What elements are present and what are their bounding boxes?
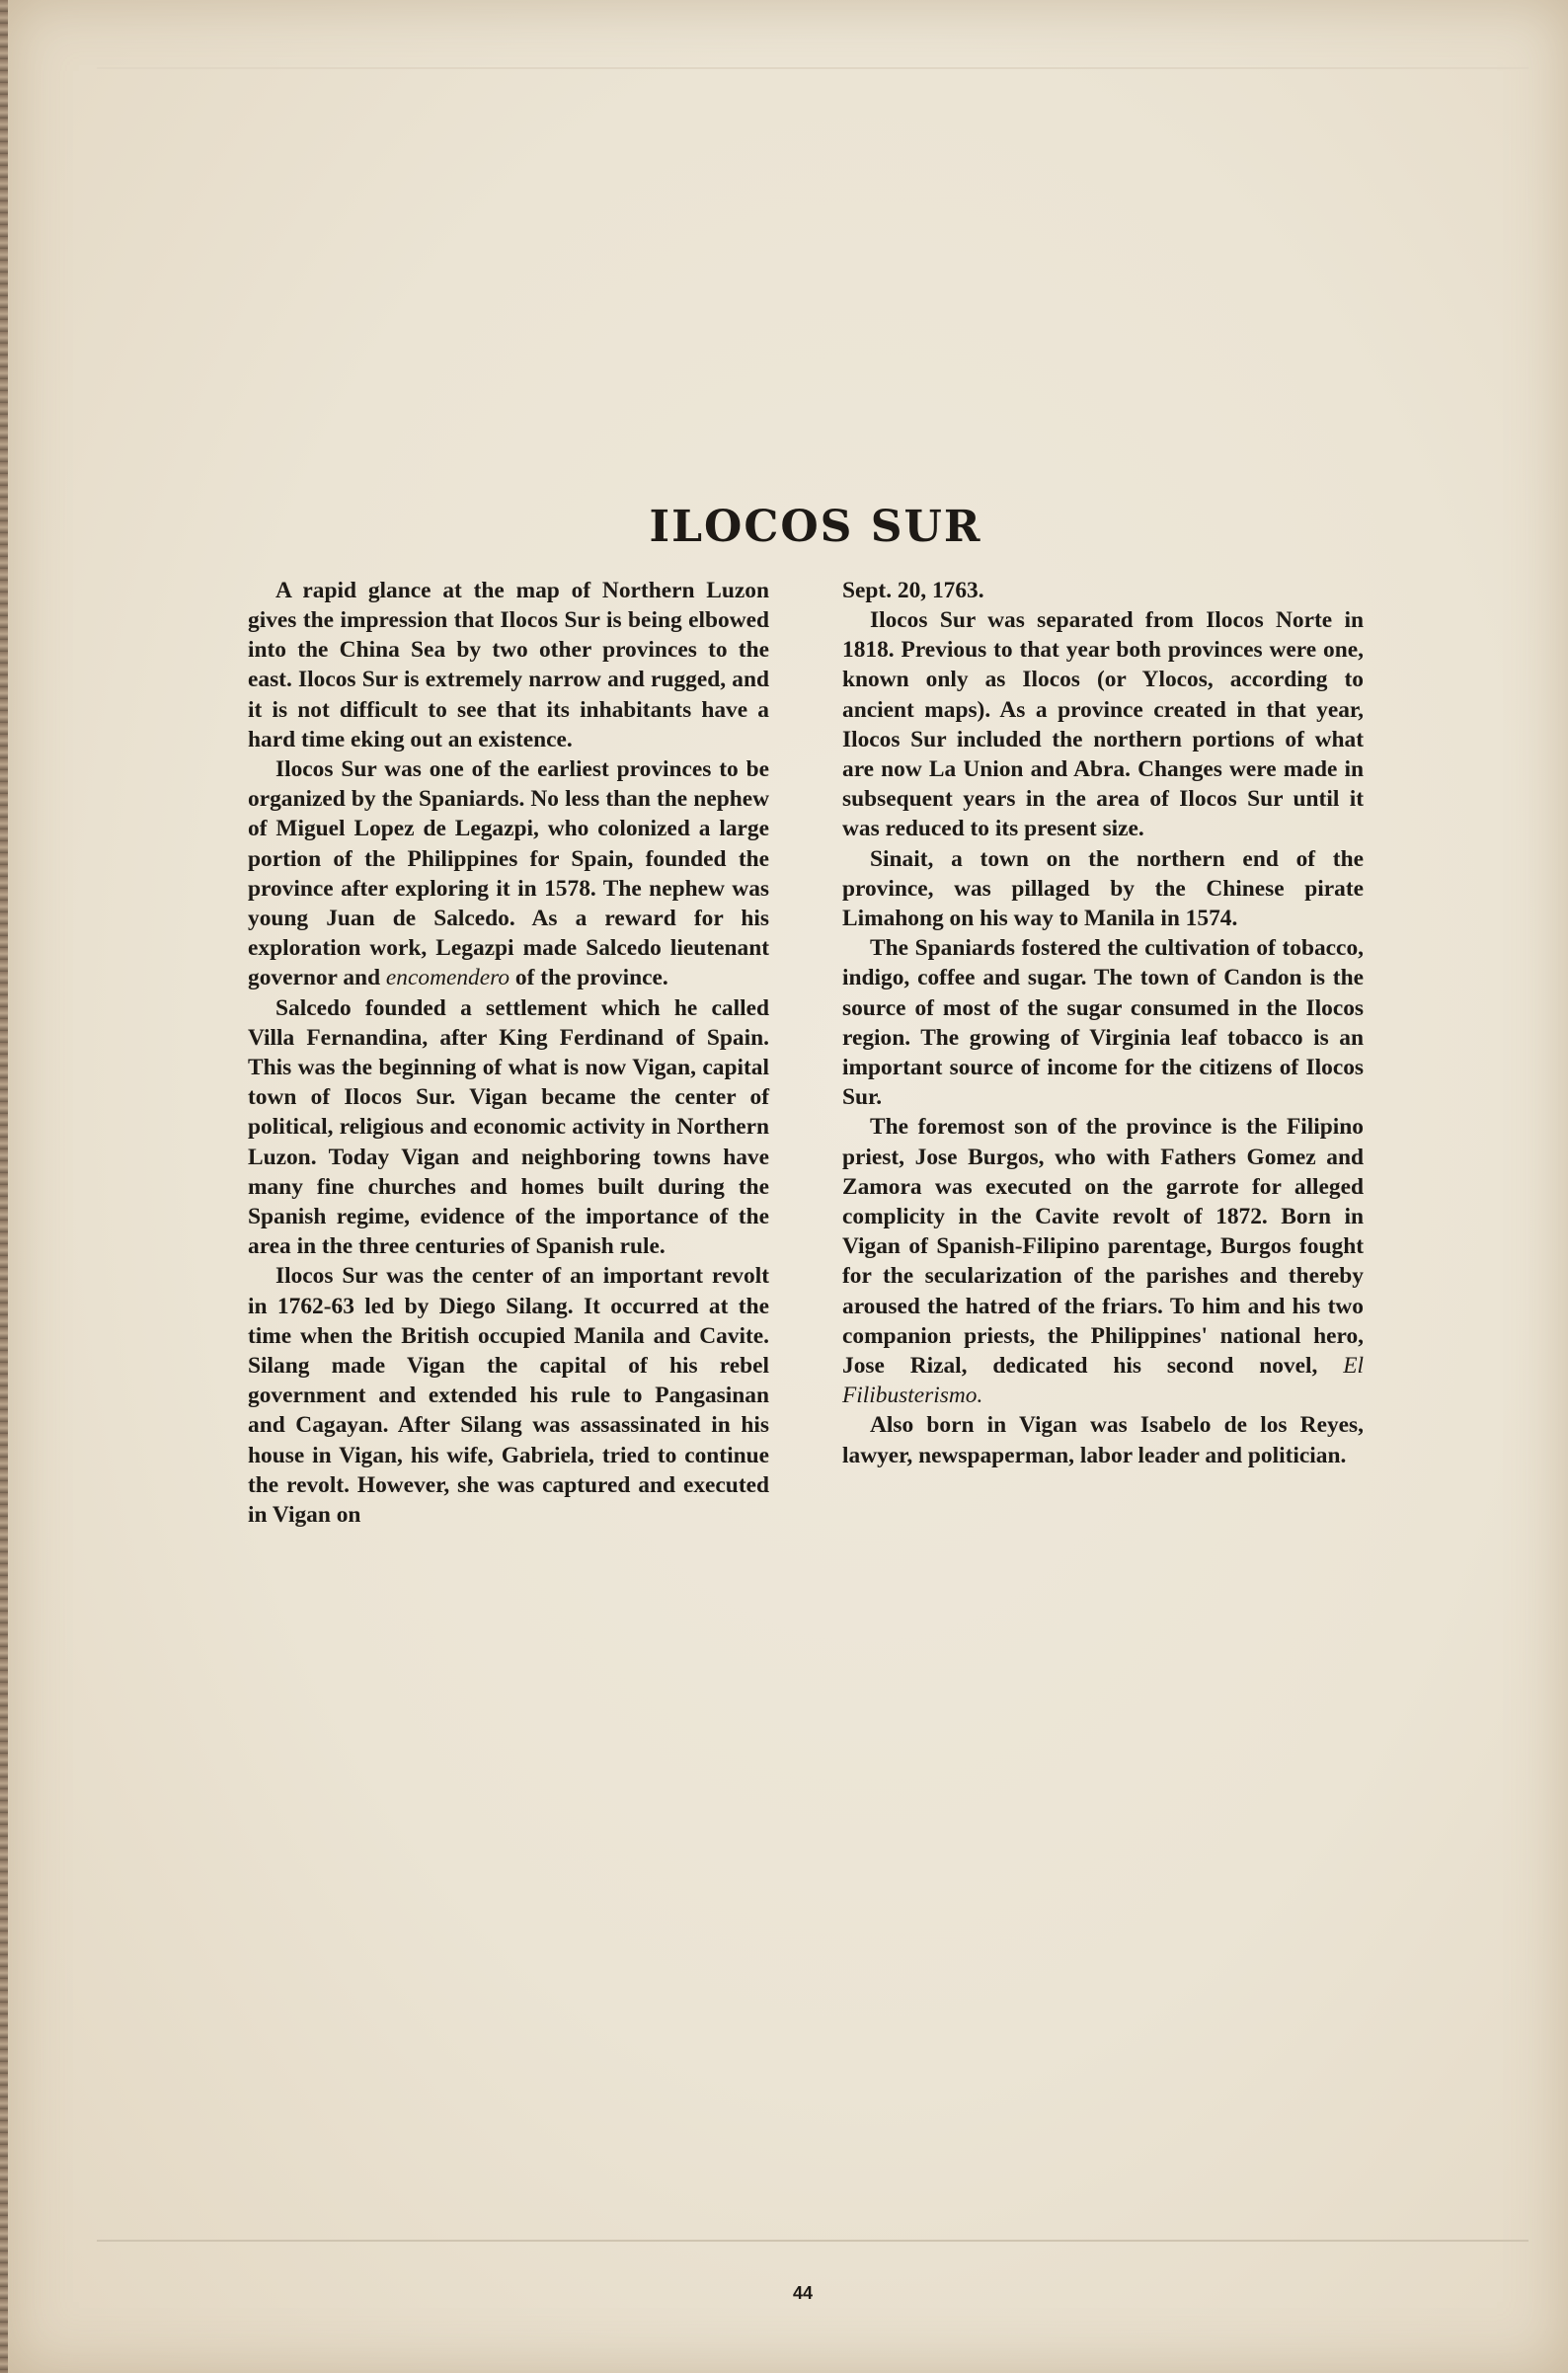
- article: [248, 502, 1364, 1530]
- paragraph-earliest-provinces: [248, 754, 769, 993]
- paragraph-cultivation: The Spaniards fostered the cultivation of tobacco, indigo, coffee and sugar. The town of Candon is the source of most of the sugar consumed in the Ilocos region. The growing of Virginia leaf tobacco is an important source of income for the citizens of Ilocos Sur.: [842, 935, 1364, 1111]
- paragraph-text: Ilocos Sur was one of the earliest provinces to be organized by the Spaniards. No less than the nephew of Miguel Lopez de Legazpi, who colonized a large portion of the Philippines for Spain, founded the province after exploring it in 1578. The nephew was young Juan de Salcedo. As a reward for his exploration work, Legazpi made Salcedo lieutenant governor and: [248, 756, 769, 991]
- paragraph-continuation-date: Sept. 20, 1763.: [842, 577, 984, 603]
- page-number: 44: [792, 2283, 814, 2303]
- italic-term-encomendero: encomendero: [385, 965, 510, 991]
- right-column: [842, 576, 1364, 1531]
- paragraph-separation-1818: Ilocos Sur was separated from Ilocos Norte in 1818. Previous to that year both provinces were one, known only as Ilocos (or Ylocos, according to ancient maps). As a province created in that year, Ilocos Sur included the northern portions of what are now La Union and Abra. Changes were made in subsequent years in the area of Ilocos Sur until it was reduced to its present size.: [842, 607, 1364, 842]
- page-frame-top-line: [97, 67, 1529, 69]
- left-column: [248, 576, 769, 1531]
- paragraph-text: The foremost son of the province is the Filipino priest, Jose Burgos, who with Fathers Gomez and Zamora was executed on the garrote for alleged complicity in the Cavite revolt of 1872. Born in Vigan of Spanish-Filipino parentage, Burgos fought for the secularization of the parishes and thereby aroused the hatred of the friars. To him and his two companion priests, the Philippines' national hero, Jose Rizal, dedicated his second novel,: [842, 1114, 1364, 1380]
- italic-title-el-filibusterismo: El Filibusterismo.: [842, 1353, 1364, 1409]
- paragraph-jose-burgos: [842, 1112, 1364, 1410]
- paragraph-sinait: Sinait, a town on the northern end of the province, was pillaged by the Chinese pirate Limahong on his way to Manila in 1574.: [842, 845, 1364, 932]
- paragraph-villa-fernandina: Salcedo founded a settlement which he called Villa Fernandina, after King Ferdinand of Spain. This was the beginning of what is now Vigan, capital town of Ilocos Sur. Vigan became the center of political, religious and economic activity in Northern Luzon. Today Vigan and neighboring towns have many fine churches and homes built during the Spanish regime, evidence of the importance of the area in the three centuries of Spanish rule.: [248, 994, 769, 1260]
- book-page: [8, 0, 1568, 2373]
- article-title: ILOCOS SUR: [649, 502, 982, 552]
- paragraph-map-glance: A rapid glance at the map of Northern Luzon gives the impression that Ilocos Sur is being elbowed into the China Sea by two other provinces to the east. Ilocos Sur is extremely narrow and rugged, and it is not difficult to see that its inhabitants have a hard time eking out an existence.: [248, 577, 769, 752]
- paragraph-silang-revolt: Ilocos Sur was the center of an important revolt in 1762-63 led by Diego Silang. It occurred at the time when the British occupied Manila and Cavite. Silang made Vigan the capital of his rebel government and extended his rule to Pangasinan and Cagayan. After Silang was assassinated in his house in Vigan, his wife, Gabriela, tried to continue the revolt. However, she was captured and executed in Vigan on: [248, 1263, 769, 1529]
- paragraph-isabelo-de-los-reyes: Also born in Vigan was Isabelo de los Reyes, lawyer, newspaperman, labor leader and politician.: [842, 1412, 1364, 1468]
- article-columns: [248, 576, 1364, 1531]
- paragraph-text: of the province.: [510, 965, 668, 991]
- page-frame-bottom-line: [97, 2240, 1529, 2242]
